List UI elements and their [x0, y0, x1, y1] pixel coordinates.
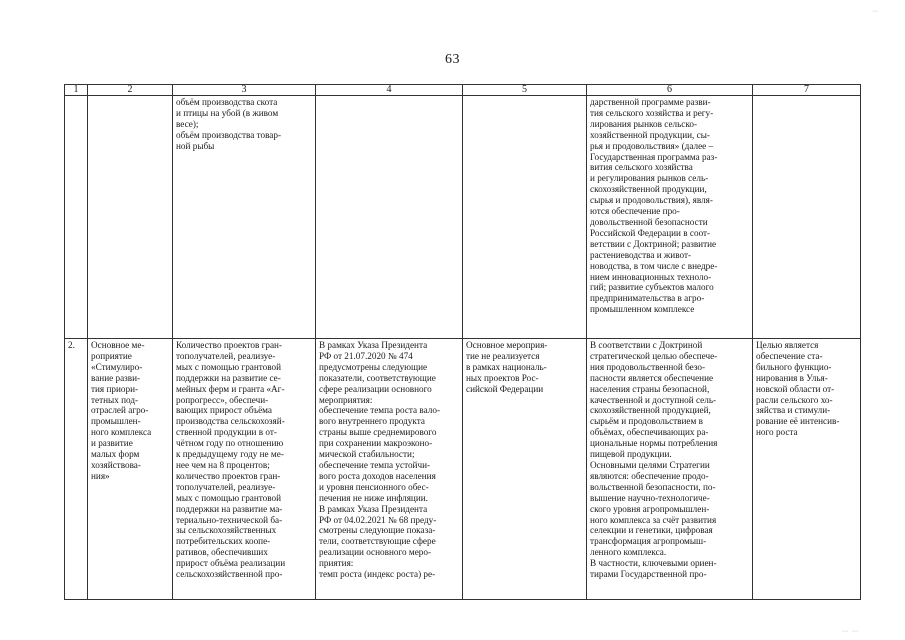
table-cell-purpose: Целью является обеспечение ста- бильного функцио- нирования в Улья- новской области от- расли сельского хо- зяйства и стимули- рование её интенсив- ного роста	[753, 339, 861, 600]
table-cell-indicators: объём производства скота и птицы на убой (в живом весе); объём производства товар- ной рыбы	[173, 96, 316, 339]
table-cell	[753, 96, 861, 339]
column-header: 2	[88, 85, 173, 96]
activity-name: Основное ме- роприятие «Стимулиро- вание разви- тия приори- тетных под- отраслей агро- промышлен- ного комплекса и развитие малых форм хозяйствова- ния»	[88, 339, 173, 600]
table-cell-goals: В соответствии с Доктриной стратегической целью обеспече- ния продовольственной безо- пасности является обеспечение населения страны безопасной, качественной и доступной сель- скохозяйственной продукцией, сырьём и продовольствием в объёмах, обеспечивающих ра- циональные нормы потребления пищевой продукции. Основными целями Стратегии являются: обеспечение продо- вольственной безопасности, по- вышение научно-технологиче- ского уровня агропромышлен- ного комплекса за счёт развития селекции и генетики, цифровая трансформация агропромыш- ленного комплекса. В частности, ключевыми ориен- тирами Государственной про-	[587, 339, 753, 600]
table-row	[65, 96, 861, 339]
column-header: 5	[463, 85, 587, 96]
table-cell	[463, 96, 587, 339]
table-row	[65, 339, 861, 600]
row-number: 2.	[65, 339, 88, 600]
table-header-row	[65, 85, 861, 96]
column-header: 3	[173, 85, 316, 96]
column-header: 4	[316, 85, 463, 96]
document-table	[64, 84, 861, 600]
column-header: 6	[587, 85, 753, 96]
table-cell	[65, 96, 88, 339]
table-cell-decree-indicators: В рамках Указа Президента РФ от 21.07.2020 № 474 предусмотрены следующие показатели, соответствующие сфере реализации основного мероприятия: обеспечение темпа роста вало- вого внутреннего продукта страны выше среднемирового при сохранении макроэконо- мической стабильности; обеспечение темпа устойчи- вого роста доходов населения и уровня пенсионного обес- печения не ниже инфляции. В рамках Указа Президента РФ от 04.02.2021 № 68 преду- смотрены следующие показа- тели, соответствующие сфере реализации основного меро- приятия: темп роста (индекс роста) ре-	[316, 339, 463, 600]
column-header: 1	[65, 85, 88, 96]
table-cell	[88, 96, 173, 339]
scan-artifact: ⋯	[872, 8, 879, 15]
column-header: 7	[753, 85, 861, 96]
scan-artifact: ⋯ ⋯	[842, 628, 859, 635]
page-number: 63	[445, 52, 460, 67]
table-cell-indicators: Количество проектов гран- тополучателей, реализуе- мых с помощью грантовой поддержки на развитие се- мейных ферм и гранта «Аг- ропрогресс», обеспечи- вающих прирост объёма производства сельскохозяй- ственной продукции в от- чётном году по отношению к предыдущему году не ме- нее чем на 8 процентов; количество проектов гран- тополучателей, реализуе- мых с помощью грантовой поддержки на развитие ма- териально-технической ба- зы сельскохозяйственных потребительских коопе- ративов, обеспечивших прирост объёма реализации сельскохозяйственной про-	[173, 339, 316, 600]
table-cell-goals: дарственной программе разви- тия сельского хозяйства и регу- лирования рынков сельско- хозяйственной продукции, сы- рья и продовольствия» (далее – Государственная программа раз- вития сельского хозяйства и регулирования рынков сель- скохозяйственной продукции, сырья и продовольствия), явля- ются обеспечение про- довольственной безопасности Российской Федерации в соот- ветствии с Доктриной; развитие растениеводства и живот- новодства, в том числе с внедре- нием инновационных техноло- гий; развитие субъектов малого предпринимательства в агро- промышленном комплексе	[587, 96, 753, 339]
table-cell	[316, 96, 463, 339]
table-cell-national-projects: Основное мероприя- тие не реализуется в рамках националь- ных проектов Рос- сийской Федерации	[463, 339, 587, 600]
